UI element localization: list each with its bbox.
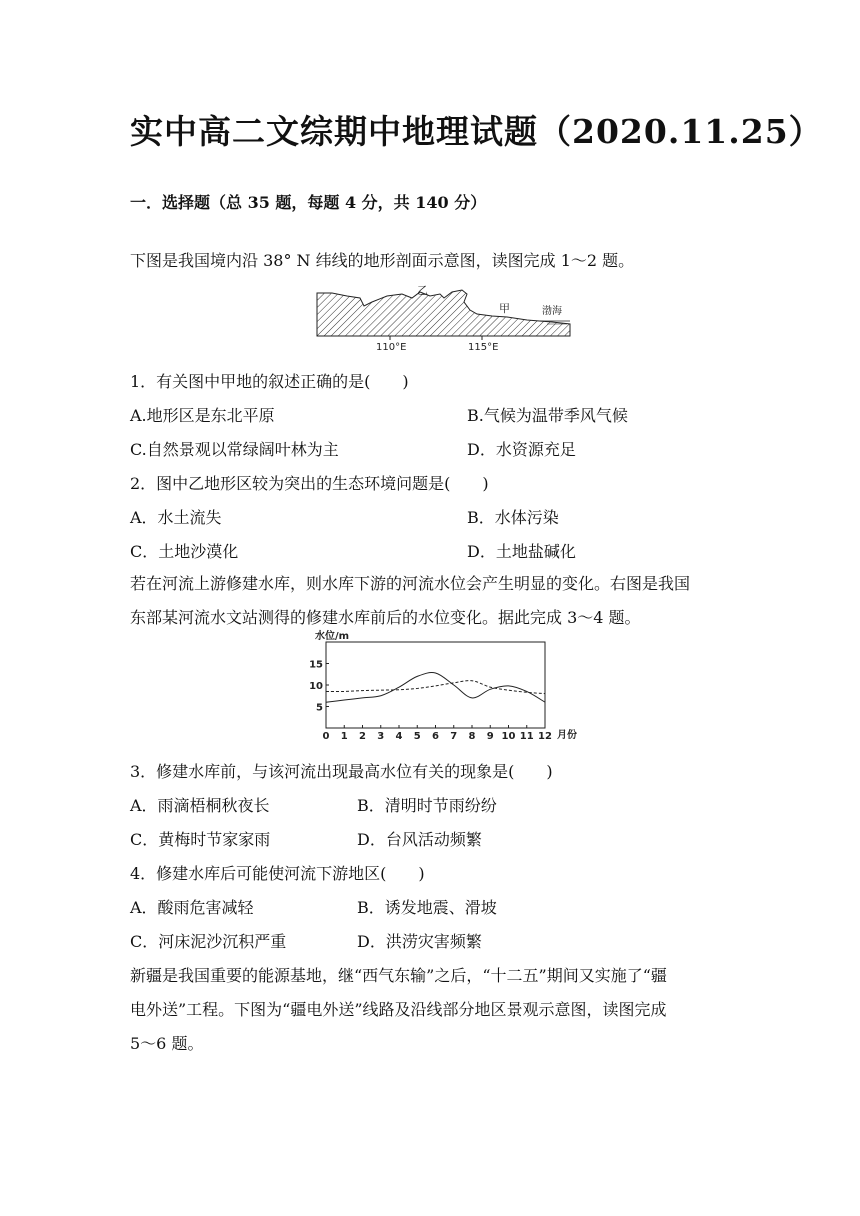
question-2-option-b: B．水体污染	[467, 508, 559, 527]
question-1-option-b: B.气候为温带季风气候	[467, 406, 628, 425]
chart-y-axis-label: 水位/m	[315, 631, 350, 642]
question-3-option-b: B．清明时节雨纷纷	[357, 796, 497, 815]
x-tick-label-9: 9	[486, 731, 494, 742]
x-tick-label-0: 0	[322, 731, 330, 742]
chart-frame	[326, 642, 545, 728]
question-1-option-a: A.地形区是东北平原	[130, 406, 275, 425]
question-3-option-c: C．黄梅时节家家雨	[130, 830, 271, 849]
x-tick-label-10: 10	[501, 731, 516, 742]
intro-paragraph-1: 下图是我国境内沿 38° N 纬线的地形剖面示意图，读图完成 1～2 题。	[130, 251, 635, 270]
x-tick-label-4: 4	[395, 731, 403, 742]
intro-paragraph-3-line-2: 电外送”工程。下图为“疆电外送”线路及沿线部分地区景观示意图，读图完成	[130, 1000, 667, 1019]
y-tick-label-15: 15	[309, 659, 323, 671]
series-line-before	[326, 673, 545, 703]
question-4-option-b: B．诱发地震、滑坡	[357, 898, 497, 917]
x-tick-label-7: 7	[450, 731, 458, 742]
question-4-option-a: A．酸雨危害减轻	[130, 898, 254, 917]
question-2-stem: 2．图中乙地形区较为突出的生态环境问题是( )	[130, 474, 489, 493]
question-1-option-d: D．水资源充足	[467, 440, 576, 459]
x-tick-label-11: 11	[519, 731, 534, 742]
chart-x-axis-label: 月份	[557, 730, 577, 741]
label-115e: 115°E	[468, 342, 499, 353]
question-4-option-c: C．河床泥沙沉积严重	[130, 932, 287, 951]
intro-paragraph-2-line-2: 东部某河流水文站测得的修建水库前后的水位变化。据此完成 3～4 题。	[130, 608, 641, 627]
section-heading: 一．选择题（总 35 题，每题 4 分，共 140 分）	[130, 193, 487, 212]
x-tick-label-12: 12	[538, 731, 552, 742]
question-3-stem: 3．修建水库前，与该河流出现最高水位有关的现象是( )	[130, 762, 553, 781]
y-tick-label-10: 10	[309, 681, 323, 692]
x-tick-label-8: 8	[468, 731, 476, 742]
intro-paragraph-3-line-3: 5～6 题。	[130, 1034, 204, 1053]
intro-paragraph-2-line-1: 若在河流上游修建水库，则水库下游的河流水位会产生明显的变化。右图是我国	[130, 574, 691, 593]
x-tick-label-6: 6	[432, 731, 439, 742]
x-tick-label-5: 5	[413, 731, 421, 742]
question-2-option-a: A．水土流失	[130, 508, 222, 527]
question-4-option-d: D．洪涝灾害频繁	[357, 932, 482, 951]
label-bohai: 渤海	[542, 306, 562, 317]
intro-paragraph-3-line-1: 新疆是我国重要的能源基地，继“西气东输”之后，“十二五”期间又实施了“疆	[130, 966, 667, 985]
series-line-after	[326, 681, 545, 694]
water-level-chart	[305, 628, 590, 744]
question-2-option-c: C．土地沙漠化	[130, 542, 239, 561]
question-3-option-d: D．台风活动频繁	[357, 830, 482, 849]
x-tick-label-3: 3	[377, 731, 385, 742]
terrain-profile-figure	[312, 284, 574, 354]
y-tick-label-5: 5	[316, 702, 323, 714]
label-110e: 110°E	[376, 342, 407, 353]
terrain-cross-section	[317, 290, 570, 336]
question-1-option-c: C.自然景观以常绿阔叶林为主	[130, 440, 339, 459]
question-4-stem: 4．修建水库后可能使河流下游地区( )	[130, 864, 425, 883]
question-1-stem: 1．有关图中甲地的叙述正确的是( )	[130, 372, 409, 391]
question-2-option-d: D．土地盐碱化	[467, 542, 576, 561]
question-3-option-a: A．雨滴梧桐秋夜长	[130, 796, 270, 815]
x-tick-label-1: 1	[340, 731, 348, 742]
label-yi: 乙	[417, 284, 428, 297]
page-title: 实中高二文综期中地理试题（2020.11.25）	[130, 112, 823, 151]
x-tick-label-2: 2	[359, 731, 366, 742]
label-jia: 甲	[499, 302, 510, 315]
